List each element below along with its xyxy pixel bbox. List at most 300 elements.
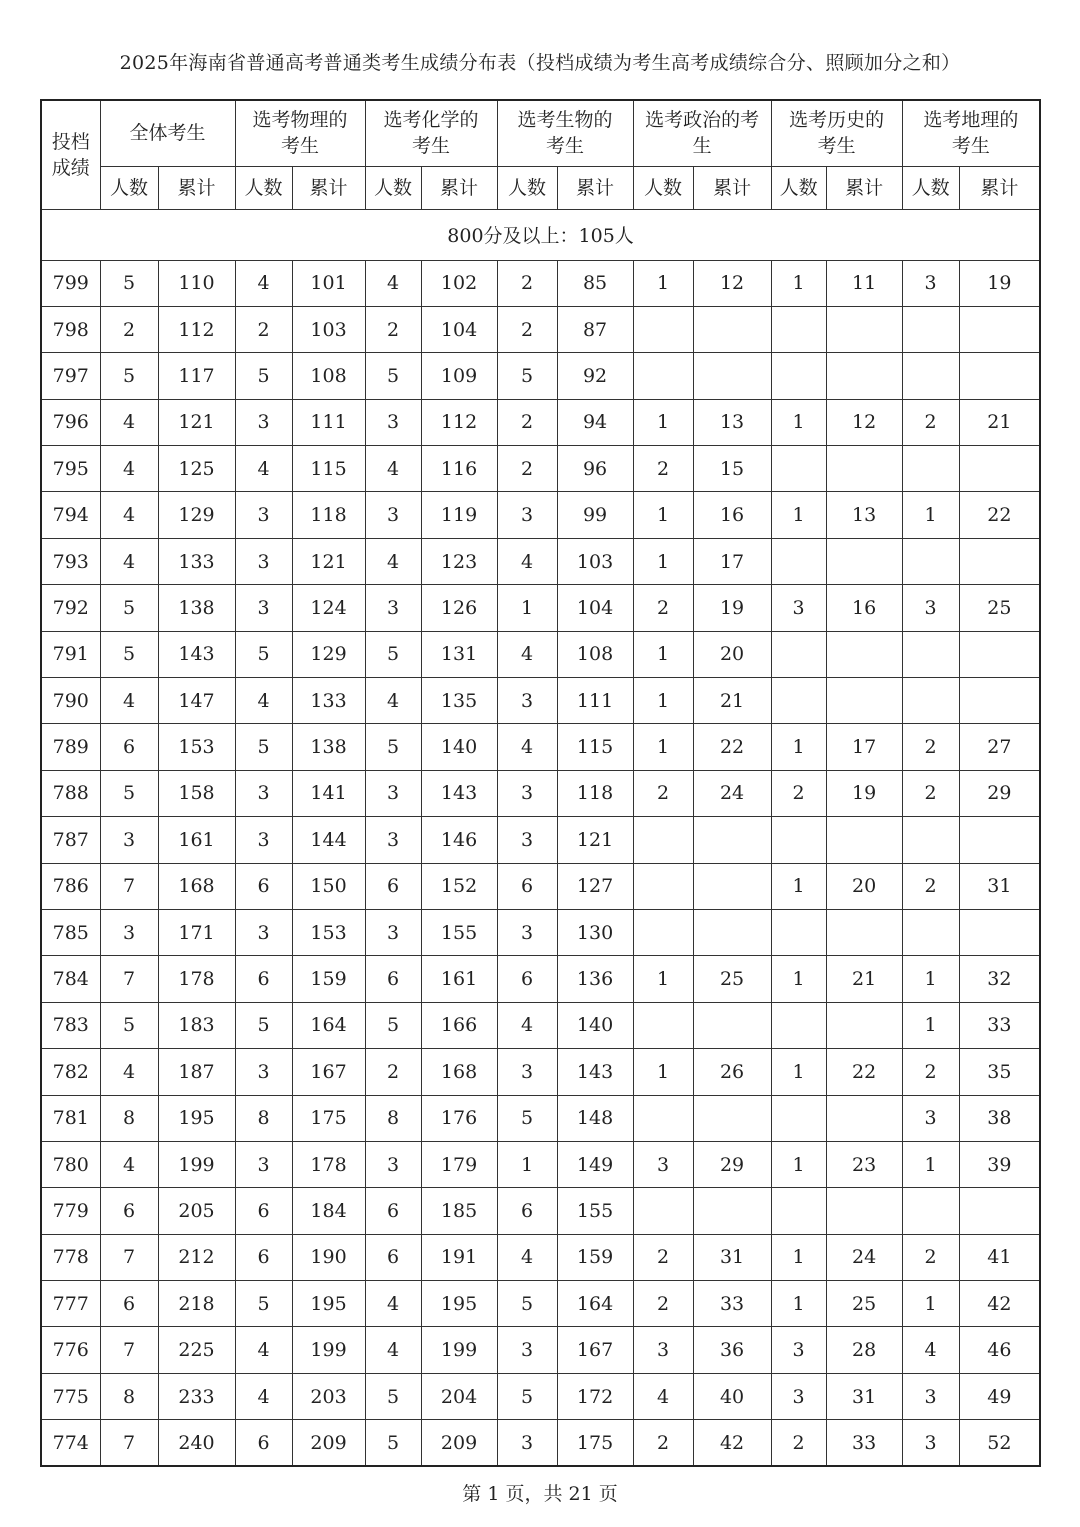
- count-cell: 4: [100, 678, 158, 724]
- count-cell: 3: [100, 909, 158, 955]
- score-cell: 775: [41, 1373, 100, 1419]
- cumulative-cell: 149: [557, 1141, 633, 1187]
- count-cell: 6: [365, 1234, 421, 1280]
- cumulative-cell: 115: [292, 446, 365, 492]
- cumulative-cell: 121: [292, 538, 365, 584]
- count-cell: 7: [100, 956, 158, 1002]
- score-cell: 776: [41, 1327, 100, 1373]
- count-cell: 2: [365, 1049, 421, 1095]
- table-row: [41, 585, 1040, 631]
- page-footer: 第 1 页，共 21 页: [462, 1483, 618, 1505]
- count-cell: 4: [365, 446, 421, 492]
- count-cell: 3: [365, 585, 421, 631]
- cumulative-cell: 17: [826, 724, 902, 770]
- count-cell: [902, 1188, 959, 1234]
- cumulative-cell: 199: [158, 1141, 235, 1187]
- count-cell: 3: [633, 1327, 693, 1373]
- cumulative-cell: 199: [421, 1327, 497, 1373]
- count-cell: 5: [365, 1373, 421, 1419]
- count-cell: 6: [365, 1188, 421, 1234]
- cumulative-cell: 29: [959, 770, 1040, 816]
- count-cell: [771, 909, 826, 955]
- cumulative-cell: [826, 631, 902, 677]
- cumulative-cell: 21: [826, 956, 902, 1002]
- cumulative-cell: [826, 538, 902, 584]
- count-cell: 1: [633, 678, 693, 724]
- count-cell: 3: [235, 1049, 292, 1095]
- cumulative-cell: 26: [693, 1049, 771, 1095]
- score-cell: 795: [41, 446, 100, 492]
- cumulative-cell: 103: [557, 538, 633, 584]
- score-cell: 787: [41, 817, 100, 863]
- count-cell: 4: [235, 446, 292, 492]
- count-cell: [633, 817, 693, 863]
- count-cell: 4: [365, 1327, 421, 1373]
- cumulative-cell: 199: [292, 1327, 365, 1373]
- count-cell: 6: [365, 956, 421, 1002]
- count-cell: 3: [235, 1141, 292, 1187]
- count-cell: 3: [235, 817, 292, 863]
- cumulative-cell: 99: [557, 492, 633, 538]
- cumulative-cell: [693, 1095, 771, 1141]
- count-cell: 2: [235, 306, 292, 352]
- cumulative-cell: [826, 1095, 902, 1141]
- count-cell: 1: [902, 1281, 959, 1327]
- cumulative-cell: 167: [292, 1049, 365, 1095]
- cumulative-cell: 123: [421, 538, 497, 584]
- count-cell: 1: [771, 724, 826, 770]
- count-cell: 3: [235, 492, 292, 538]
- subheader-count: 人数: [365, 166, 421, 209]
- cumulative-cell: 13: [826, 492, 902, 538]
- cumulative-cell: 33: [693, 1281, 771, 1327]
- cumulative-cell: [693, 863, 771, 909]
- score-distribution-table: [40, 99, 1041, 1467]
- score-cell: 781: [41, 1095, 100, 1141]
- cumulative-cell: 117: [158, 353, 235, 399]
- cumulative-cell: 191: [421, 1234, 497, 1280]
- group-header-line1: 选考生物的: [517, 109, 613, 132]
- count-cell: 2: [902, 724, 959, 770]
- table-row: [41, 817, 1040, 863]
- score-cell: 785: [41, 909, 100, 955]
- cumulative-cell: 23: [826, 1141, 902, 1187]
- subheader-cumulative: 累计: [421, 166, 497, 209]
- cumulative-cell: 22: [826, 1049, 902, 1095]
- cumulative-cell: 124: [292, 585, 365, 631]
- count-cell: 1: [771, 399, 826, 445]
- table-row: [41, 631, 1040, 677]
- cumulative-cell: 158: [158, 770, 235, 816]
- cumulative-cell: 125: [158, 446, 235, 492]
- cumulative-cell: 161: [158, 817, 235, 863]
- cumulative-cell: 153: [292, 909, 365, 955]
- count-cell: 2: [633, 1281, 693, 1327]
- cumulative-cell: 22: [959, 492, 1040, 538]
- count-cell: 3: [497, 678, 557, 724]
- cumulative-cell: [693, 817, 771, 863]
- count-cell: [771, 538, 826, 584]
- cumulative-cell: 22: [693, 724, 771, 770]
- count-cell: 6: [235, 863, 292, 909]
- count-cell: 4: [100, 492, 158, 538]
- cumulative-cell: 138: [158, 585, 235, 631]
- cumulative-cell: 19: [826, 770, 902, 816]
- cumulative-cell: 11: [826, 260, 902, 306]
- count-cell: 2: [902, 399, 959, 445]
- count-cell: 2: [902, 1049, 959, 1095]
- count-cell: 3: [497, 1049, 557, 1095]
- count-cell: 3: [771, 1373, 826, 1419]
- score-cell: 774: [41, 1420, 100, 1466]
- count-cell: 4: [497, 1234, 557, 1280]
- cumulative-cell: 159: [557, 1234, 633, 1280]
- cumulative-cell: 203: [292, 1373, 365, 1419]
- cumulative-cell: 136: [557, 956, 633, 1002]
- score-cell: 778: [41, 1234, 100, 1280]
- score-cell: 790: [41, 678, 100, 724]
- table-row: [41, 1049, 1040, 1095]
- count-cell: 3: [902, 585, 959, 631]
- count-cell: 2: [771, 770, 826, 816]
- table-row: [41, 1327, 1040, 1373]
- group-header-line2: 考生: [817, 135, 856, 158]
- cumulative-cell: [959, 1188, 1040, 1234]
- cumulative-cell: 141: [292, 770, 365, 816]
- cumulative-cell: [693, 1002, 771, 1048]
- group-header-line2: 生: [692, 135, 712, 158]
- count-cell: 4: [497, 1002, 557, 1048]
- count-cell: 1: [497, 585, 557, 631]
- banner-row: [41, 209, 1040, 260]
- count-cell: 2: [633, 585, 693, 631]
- count-cell: 2: [633, 1234, 693, 1280]
- cumulative-cell: 112: [158, 306, 235, 352]
- cumulative-cell: [826, 446, 902, 492]
- cumulative-cell: 19: [693, 585, 771, 631]
- table-row: [41, 306, 1040, 352]
- table-row: [41, 492, 1040, 538]
- count-cell: [902, 446, 959, 492]
- cumulative-cell: [826, 353, 902, 399]
- score-cell: 797: [41, 353, 100, 399]
- table-row: [41, 956, 1040, 1002]
- count-cell: 5: [100, 770, 158, 816]
- count-cell: 2: [633, 770, 693, 816]
- group-header-line2: 考生: [951, 135, 990, 158]
- cumulative-cell: 12: [826, 399, 902, 445]
- cumulative-cell: 116: [421, 446, 497, 492]
- cumulative-cell: [826, 1188, 902, 1234]
- count-cell: 1: [633, 399, 693, 445]
- cumulative-cell: 133: [158, 538, 235, 584]
- score-cell: 782: [41, 1049, 100, 1095]
- count-cell: [902, 909, 959, 955]
- table-row: [41, 538, 1040, 584]
- count-cell: 3: [497, 909, 557, 955]
- cumulative-cell: 104: [421, 306, 497, 352]
- count-cell: 4: [497, 631, 557, 677]
- cumulative-cell: 155: [421, 909, 497, 955]
- count-cell: 3: [365, 399, 421, 445]
- cumulative-cell: 233: [158, 1373, 235, 1419]
- count-cell: 5: [365, 724, 421, 770]
- cumulative-cell: 195: [292, 1281, 365, 1327]
- cumulative-cell: 20: [826, 863, 902, 909]
- count-cell: 3: [497, 770, 557, 816]
- count-cell: 3: [235, 399, 292, 445]
- count-cell: [633, 353, 693, 399]
- cumulative-cell: 46: [959, 1327, 1040, 1373]
- cumulative-cell: 102: [421, 260, 497, 306]
- count-cell: 5: [100, 585, 158, 631]
- cumulative-cell: 31: [693, 1234, 771, 1280]
- cumulative-cell: 32: [959, 956, 1040, 1002]
- group-header-line1: 全体考生: [129, 122, 206, 145]
- cumulative-cell: 92: [557, 353, 633, 399]
- cumulative-cell: 183: [158, 1002, 235, 1048]
- count-cell: [771, 1188, 826, 1234]
- cumulative-cell: 41: [959, 1234, 1040, 1280]
- count-cell: [633, 1188, 693, 1234]
- subheader-count: 人数: [633, 166, 693, 209]
- cumulative-cell: 179: [421, 1141, 497, 1187]
- cumulative-cell: 49: [959, 1373, 1040, 1419]
- cumulative-cell: 209: [292, 1420, 365, 1466]
- count-cell: 6: [100, 724, 158, 770]
- header-row-subcolumns: [41, 166, 1040, 209]
- cumulative-cell: 33: [826, 1420, 902, 1466]
- count-cell: 3: [497, 1420, 557, 1466]
- count-cell: 4: [365, 260, 421, 306]
- cumulative-cell: [693, 1188, 771, 1234]
- cumulative-cell: 161: [421, 956, 497, 1002]
- count-cell: 3: [100, 817, 158, 863]
- count-cell: 8: [235, 1095, 292, 1141]
- count-cell: 3: [497, 817, 557, 863]
- score-cell: 788: [41, 770, 100, 816]
- cumulative-cell: 20: [693, 631, 771, 677]
- cumulative-cell: 131: [421, 631, 497, 677]
- cumulative-cell: 155: [557, 1188, 633, 1234]
- cumulative-cell: 52: [959, 1420, 1040, 1466]
- count-cell: 2: [902, 770, 959, 816]
- count-cell: 4: [235, 260, 292, 306]
- count-cell: 3: [365, 817, 421, 863]
- count-cell: 6: [497, 1188, 557, 1234]
- cumulative-cell: 204: [421, 1373, 497, 1419]
- count-cell: 2: [902, 1234, 959, 1280]
- cumulative-cell: 140: [421, 724, 497, 770]
- count-cell: 2: [365, 306, 421, 352]
- cumulative-cell: 24: [826, 1234, 902, 1280]
- count-cell: 2: [497, 260, 557, 306]
- count-cell: 7: [100, 1420, 158, 1466]
- score-cell: 796: [41, 399, 100, 445]
- count-cell: 7: [100, 863, 158, 909]
- table-row: [41, 678, 1040, 724]
- cumulative-cell: [959, 909, 1040, 955]
- count-cell: 8: [100, 1095, 158, 1141]
- cumulative-cell: 138: [292, 724, 365, 770]
- count-cell: 1: [497, 1141, 557, 1187]
- cumulative-cell: 143: [421, 770, 497, 816]
- count-cell: [633, 909, 693, 955]
- table-row: [41, 1002, 1040, 1048]
- cumulative-cell: [959, 538, 1040, 584]
- count-cell: 3: [497, 492, 557, 538]
- cumulative-cell: 129: [292, 631, 365, 677]
- cumulative-cell: 195: [158, 1095, 235, 1141]
- count-cell: 3: [497, 1327, 557, 1373]
- cumulative-cell: 166: [421, 1002, 497, 1048]
- cumulative-cell: 144: [292, 817, 365, 863]
- count-cell: [771, 678, 826, 724]
- count-cell: 2: [497, 446, 557, 492]
- group-header-physics: [235, 100, 365, 166]
- score-header-line1: 投档: [51, 130, 90, 153]
- cumulative-cell: 167: [557, 1327, 633, 1373]
- cumulative-cell: 129: [158, 492, 235, 538]
- count-cell: [902, 353, 959, 399]
- cumulative-cell: [959, 353, 1040, 399]
- count-cell: 4: [365, 1281, 421, 1327]
- cumulative-cell: 175: [557, 1420, 633, 1466]
- score-cell: 792: [41, 585, 100, 631]
- count-cell: 6: [497, 956, 557, 1002]
- group-header-all: [100, 100, 235, 166]
- cumulative-cell: 184: [292, 1188, 365, 1234]
- cumulative-cell: [959, 678, 1040, 724]
- group-header-line1: 选考地理的: [923, 109, 1019, 132]
- count-cell: [771, 817, 826, 863]
- count-cell: [902, 678, 959, 724]
- table-row: [41, 399, 1040, 445]
- count-cell: 4: [100, 446, 158, 492]
- cumulative-cell: 178: [292, 1141, 365, 1187]
- count-cell: 5: [235, 1002, 292, 1048]
- count-cell: 6: [235, 1420, 292, 1466]
- count-cell: 2: [633, 446, 693, 492]
- count-cell: 5: [365, 353, 421, 399]
- count-cell: [771, 1002, 826, 1048]
- cumulative-cell: 126: [421, 585, 497, 631]
- cumulative-cell: 17: [693, 538, 771, 584]
- cumulative-cell: 135: [421, 678, 497, 724]
- count-cell: 1: [902, 492, 959, 538]
- cumulative-cell: 146: [421, 817, 497, 863]
- count-cell: 3: [771, 1327, 826, 1373]
- cumulative-cell: 19: [959, 260, 1040, 306]
- count-cell: 2: [771, 1420, 826, 1466]
- count-cell: [902, 631, 959, 677]
- cumulative-cell: 205: [158, 1188, 235, 1234]
- count-cell: 1: [771, 956, 826, 1002]
- score-cell: 780: [41, 1141, 100, 1187]
- count-cell: 3: [235, 770, 292, 816]
- group-header-line1: 选考化学的: [383, 109, 479, 132]
- count-cell: [633, 863, 693, 909]
- cumulative-cell: 130: [557, 909, 633, 955]
- cumulative-cell: 112: [421, 399, 497, 445]
- group-header-line1: 选考政治的考: [645, 109, 760, 132]
- cumulative-cell: 195: [421, 1281, 497, 1327]
- cumulative-cell: 168: [421, 1049, 497, 1095]
- count-cell: [633, 1095, 693, 1141]
- count-cell: 1: [633, 492, 693, 538]
- group-header-geography: [902, 100, 1040, 166]
- cumulative-cell: 13: [693, 399, 771, 445]
- count-cell: 3: [902, 1373, 959, 1419]
- cumulative-cell: 27: [959, 724, 1040, 770]
- count-cell: 5: [235, 631, 292, 677]
- count-cell: 5: [235, 724, 292, 770]
- cumulative-cell: 29: [693, 1141, 771, 1187]
- group-header-line2: 考生: [412, 135, 451, 158]
- cumulative-cell: 148: [557, 1095, 633, 1141]
- cumulative-cell: 121: [557, 817, 633, 863]
- subheader-cumulative: 累计: [158, 166, 235, 209]
- score-cell: 777: [41, 1281, 100, 1327]
- count-cell: 3: [902, 260, 959, 306]
- cumulative-cell: 87: [557, 306, 633, 352]
- table-row: [41, 353, 1040, 399]
- count-cell: 5: [497, 1373, 557, 1419]
- count-cell: 4: [235, 1373, 292, 1419]
- count-cell: [902, 538, 959, 584]
- cumulative-cell: 153: [158, 724, 235, 770]
- count-cell: 4: [633, 1373, 693, 1419]
- count-cell: 1: [771, 1049, 826, 1095]
- group-header-history: [771, 100, 902, 166]
- count-cell: 5: [365, 1420, 421, 1466]
- cumulative-cell: 25: [826, 1281, 902, 1327]
- table-row: [41, 1234, 1040, 1280]
- count-cell: 4: [100, 538, 158, 584]
- count-cell: 4: [100, 1049, 158, 1095]
- cumulative-cell: 118: [557, 770, 633, 816]
- table-row: [41, 1373, 1040, 1419]
- count-cell: 5: [100, 260, 158, 306]
- count-cell: 8: [100, 1373, 158, 1419]
- count-cell: [771, 353, 826, 399]
- count-cell: 2: [497, 399, 557, 445]
- table-row: [41, 1095, 1040, 1141]
- subheader-cumulative: 累计: [959, 166, 1040, 209]
- subheader-count: 人数: [497, 166, 557, 209]
- cumulative-cell: 38: [959, 1095, 1040, 1141]
- cumulative-cell: 39: [959, 1141, 1040, 1187]
- cumulative-cell: 12: [693, 260, 771, 306]
- score-cell: 779: [41, 1188, 100, 1234]
- table-row: [41, 1281, 1040, 1327]
- subheader-cumulative: 累计: [292, 166, 365, 209]
- cumulative-cell: 15: [693, 446, 771, 492]
- cumulative-cell: [693, 909, 771, 955]
- score-cell: 786: [41, 863, 100, 909]
- count-cell: 4: [100, 399, 158, 445]
- cumulative-cell: [826, 817, 902, 863]
- cumulative-cell: 108: [292, 353, 365, 399]
- count-cell: 4: [365, 538, 421, 584]
- count-cell: [633, 1002, 693, 1048]
- count-cell: 1: [633, 724, 693, 770]
- cumulative-cell: 127: [557, 863, 633, 909]
- cumulative-cell: 164: [557, 1281, 633, 1327]
- cumulative-cell: 119: [421, 492, 497, 538]
- count-cell: 1: [633, 956, 693, 1002]
- subheader-count: 人数: [235, 166, 292, 209]
